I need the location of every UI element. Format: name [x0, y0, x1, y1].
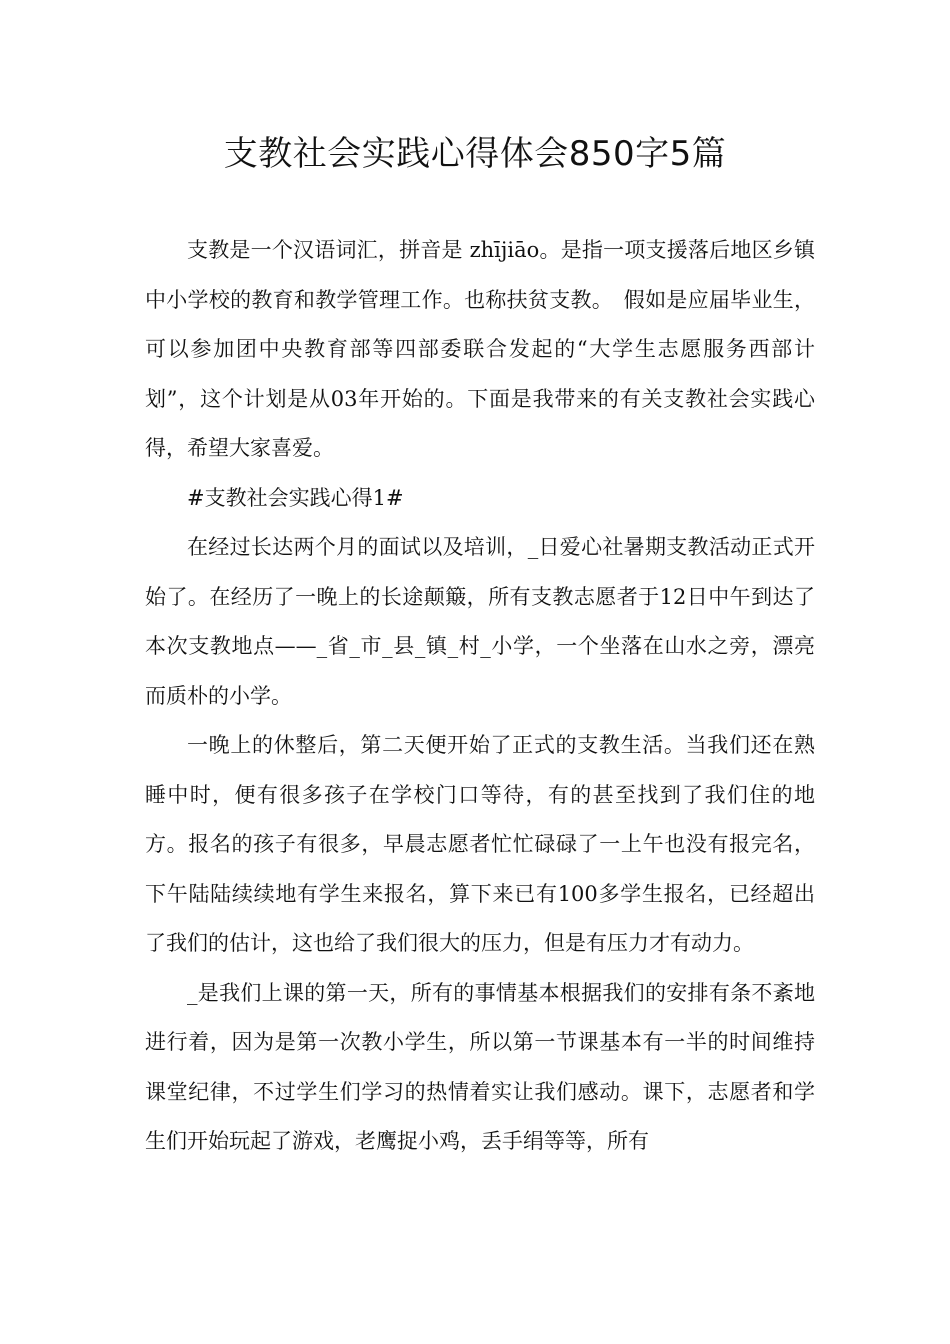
intro-paragraph: 支教是一个汉语词汇，拼音是 zhījiāo。是指一项支援落后地区乡镇中小学校的教育和教学管理工作。也称扶贫支教。 假如是应届毕业生，可以参加团中央教育部等四部委联合发起的“大学生志愿服务西部计划”，这个计划是从03年开始的。下面是我带来的有关支教社会实践心得，希望大家喜爱。 — [145, 238, 815, 460]
body-paragraph: _是我们上课的第一天，所有的事情基本根据我们的安排有条不紊地进行着，因为是第一次教小学生，所以第一节课基本有一半的时间维持课堂纪律，不过学生们学习的热情着实让我们感动。课下，志愿者和学生们开始玩起了游戏，老鹰捉小鸡，丢手绢等等，所有 — [145, 980, 815, 1153]
body-paragraph: 在经过长达两个月的面试以及培训，_日爱心社暑期支教活动正式开始了。在经历了一晚上的长途颠簸，所有支教志愿者于12日中午到达了本次支教地点——_省_市_县_镇_村_小学，一个坐落在山水之旁，漂亮而质朴的小学。 — [145, 535, 815, 708]
page-title: 支教社会实践心得体会850字5篇 — [223, 134, 727, 174]
document-body — [145, 226, 815, 1167]
section-heading: #支教社会实践心得1# — [187, 485, 404, 510]
body-paragraph: 一晚上的休整后，第二天便开始了正式的支教生活。当我们还在熟睡中时，便有很多孩子在学校门口等待，有的甚至找到了我们住的地方。报名的孩子有很多，早晨志愿者忙忙碌碌了一上午也没有报完名，下午陆陆续续地有学生来报名，算下来已有100多学生报名，已经超出了我们的估计，这也给了我们很大的压力，但是有压力才有动力。 — [145, 733, 815, 955]
